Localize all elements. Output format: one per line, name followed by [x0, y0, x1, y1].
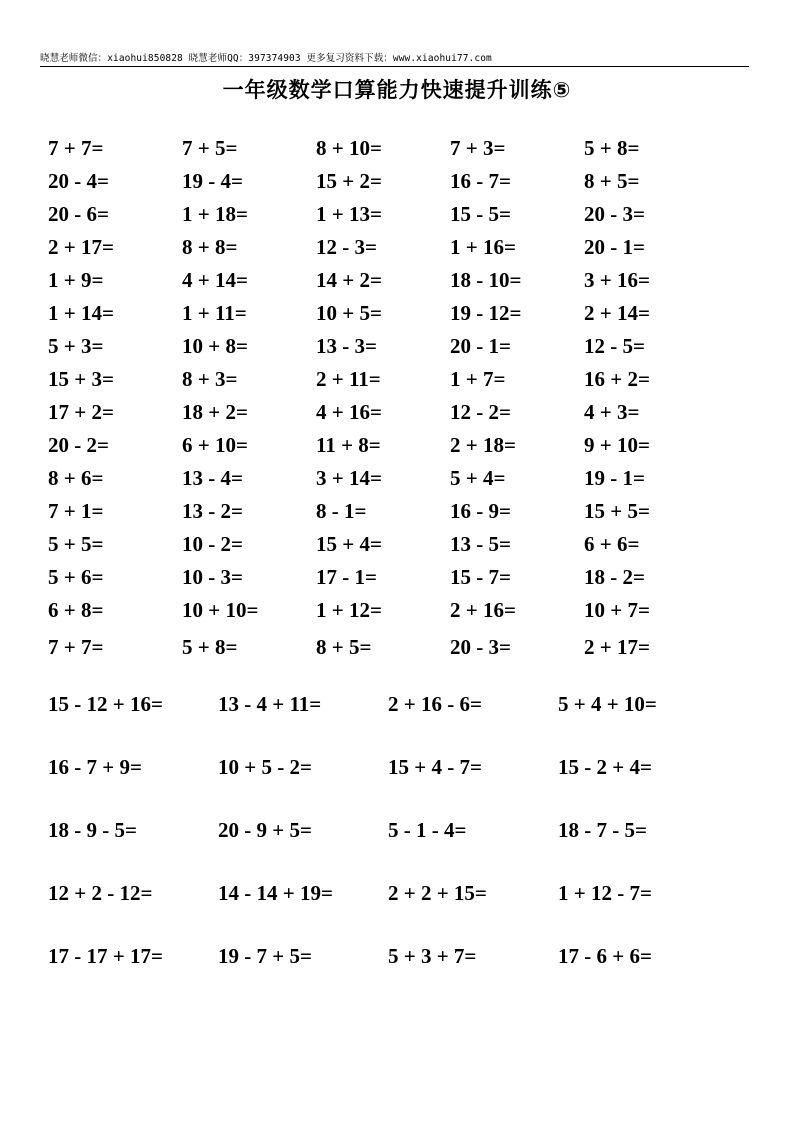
- problem-cell: 13 - 2=: [182, 499, 243, 523]
- problem-row: [48, 561, 718, 594]
- problem-cell: 15 + 4=: [316, 532, 382, 556]
- problem-cell: 7 + 1=: [48, 499, 104, 523]
- mixed-problem-row: [48, 751, 728, 814]
- mixed-problem-grid: [48, 688, 728, 1003]
- problem-row: [48, 165, 718, 198]
- problem-cell: 20 - 3=: [584, 202, 645, 226]
- problem-cell: 8 + 5=: [584, 169, 640, 193]
- problem-cell: 18 - 2=: [584, 565, 645, 589]
- problem-cell: 15 + 5=: [584, 499, 650, 523]
- problem-cell: 18 - 10=: [450, 268, 522, 292]
- problem-cell: 2 + 11=: [316, 367, 381, 391]
- mixed-problem-cell: 20 - 9 + 5=: [218, 818, 312, 842]
- mixed-problem-cell: 15 - 2 + 4=: [558, 755, 652, 779]
- problem-cell: 8 + 10=: [316, 136, 382, 160]
- problem-cell: 4 + 14=: [182, 268, 248, 292]
- problem-row: [48, 528, 718, 561]
- mixed-problem-cell: 5 - 1 - 4=: [388, 818, 467, 842]
- mixed-problem-cell: 2 + 2 + 15=: [388, 881, 487, 905]
- problem-cell: 20 - 4=: [48, 169, 109, 193]
- problem-cell: 13 - 5=: [450, 532, 511, 556]
- mixed-problem-row: [48, 940, 728, 1003]
- page-title: 一年级数学口算能力快速提升训练⑤: [222, 78, 572, 102]
- problem-cell: 15 - 5=: [450, 202, 511, 226]
- mixed-problem-cell: 2 + 16 - 6=: [388, 692, 482, 716]
- problem-cell: 5 + 8=: [182, 635, 238, 659]
- problem-cell: 1 + 13=: [316, 202, 382, 226]
- problem-cell: 16 - 7=: [450, 169, 511, 193]
- problem-cell: 15 + 3=: [48, 367, 114, 391]
- problem-cell: 1 + 18=: [182, 202, 248, 226]
- problem-cell: 3 + 14=: [316, 466, 382, 490]
- problem-cell: 13 - 4=: [182, 466, 243, 490]
- mixed-problem-cell: 18 - 7 - 5=: [558, 818, 647, 842]
- problem-cell: 5 + 5=: [48, 532, 104, 556]
- problem-cell: 19 - 12=: [450, 301, 522, 325]
- problem-cell: 18 + 2=: [182, 400, 248, 424]
- problem-cell: 10 - 2=: [182, 532, 243, 556]
- mixed-problem-cell: 15 - 12 + 16=: [48, 692, 163, 716]
- mixed-problem-cell: 14 - 14 + 19=: [218, 881, 333, 905]
- problem-cell: 10 - 3=: [182, 565, 243, 589]
- problem-cell: 9 + 10=: [584, 433, 650, 457]
- problem-cell: 15 + 2=: [316, 169, 382, 193]
- problem-cell: 16 - 9=: [450, 499, 511, 523]
- problem-cell: 17 - 1=: [316, 565, 377, 589]
- problem-cell: 1 + 16=: [450, 235, 516, 259]
- problem-cell: 4 + 16=: [316, 400, 382, 424]
- problem-cell: 4 + 3=: [584, 400, 640, 424]
- problem-cell: 2 + 17=: [584, 635, 650, 659]
- problem-cell: 14 + 2=: [316, 268, 382, 292]
- header-contact-line: 晓慧老师微信：xiaohui850828 晓慧老师QQ：397374903 更多复习资料下载：www.xiaohui77.com: [40, 53, 492, 64]
- header-divider: [40, 66, 749, 67]
- problem-cell: 5 + 6=: [48, 565, 104, 589]
- problem-row: [48, 631, 718, 664]
- problem-row: [48, 264, 718, 297]
- problem-cell: 8 - 1=: [316, 499, 367, 523]
- problem-cell: 12 - 5=: [584, 334, 645, 358]
- problem-cell: 7 + 7=: [48, 635, 104, 659]
- problem-cell: 2 + 14=: [584, 301, 650, 325]
- problem-cell: 8 + 3=: [182, 367, 238, 391]
- mixed-problem-cell: 17 - 6 + 6=: [558, 944, 652, 968]
- mixed-problem-cell: 18 - 9 - 5=: [48, 818, 137, 842]
- problem-cell: 10 + 8=: [182, 334, 248, 358]
- problem-cell: 7 + 5=: [182, 136, 238, 160]
- problem-cell: 1 + 9=: [48, 268, 104, 292]
- mixed-problem-cell: 19 - 7 + 5=: [218, 944, 312, 968]
- mixed-problem-cell: 16 - 7 + 9=: [48, 755, 142, 779]
- problem-row: [48, 132, 718, 165]
- mixed-problem-cell: 5 + 3 + 7=: [388, 944, 477, 968]
- mixed-problem-cell: 15 + 4 - 7=: [388, 755, 482, 779]
- problem-cell: 20 - 6=: [48, 202, 109, 226]
- problem-cell: 2 + 17=: [48, 235, 114, 259]
- mixed-problem-row: [48, 877, 728, 940]
- problem-cell: 1 + 12=: [316, 598, 382, 622]
- problem-cell: 6 + 10=: [182, 433, 248, 457]
- problem-cell: 10 + 10=: [182, 598, 259, 622]
- problem-cell: 1 + 11=: [182, 301, 247, 325]
- problem-cell: 6 + 6=: [584, 532, 640, 556]
- mixed-problem-row: [48, 814, 728, 877]
- problem-cell: 7 + 7=: [48, 136, 104, 160]
- problem-row: [48, 396, 718, 429]
- problem-cell: 20 - 2=: [48, 433, 109, 457]
- problem-cell: 8 + 8=: [182, 235, 238, 259]
- problem-cell: 20 - 1=: [450, 334, 511, 358]
- mixed-problem-cell: 17 - 17 + 17=: [48, 944, 163, 968]
- problem-row: [48, 495, 718, 528]
- problem-cell: 5 + 8=: [584, 136, 640, 160]
- problem-cell: 20 - 1=: [584, 235, 645, 259]
- problem-cell: 10 + 5=: [316, 301, 382, 325]
- problem-cell: 8 + 6=: [48, 466, 104, 490]
- problem-cell: 15 - 7=: [450, 565, 511, 589]
- problem-row: [48, 594, 718, 627]
- problem-cell: 12 - 2=: [450, 400, 511, 424]
- problem-cell: 19 - 1=: [584, 466, 645, 490]
- mixed-problem-cell: 10 + 5 - 2=: [218, 755, 312, 779]
- problem-cell: 7 + 3=: [450, 136, 506, 160]
- problem-cell: 17 + 2=: [48, 400, 114, 424]
- mixed-problem-row: [48, 688, 728, 751]
- problem-row: [48, 231, 718, 264]
- problem-cell: 13 - 3=: [316, 334, 377, 358]
- mixed-problem-cell: 12 + 2 - 12=: [48, 881, 153, 905]
- problem-cell: 16 + 2=: [584, 367, 650, 391]
- problem-cell: 20 - 3=: [450, 635, 511, 659]
- problem-cell: 5 + 4=: [450, 466, 506, 490]
- problem-cell: 2 + 18=: [450, 433, 516, 457]
- problem-cell: 6 + 8=: [48, 598, 104, 622]
- problem-cell: 5 + 3=: [48, 334, 104, 358]
- simple-problem-grid: [48, 132, 718, 664]
- problem-cell: 3 + 16=: [584, 268, 650, 292]
- problem-row: [48, 330, 718, 363]
- mixed-problem-cell: 5 + 4 + 10=: [558, 692, 657, 716]
- problem-cell: 10 + 7=: [584, 598, 650, 622]
- problem-row: [48, 297, 718, 330]
- problem-cell: 19 - 4=: [182, 169, 243, 193]
- problem-row: [48, 363, 718, 396]
- problem-cell: 2 + 16=: [450, 598, 516, 622]
- problem-cell: 12 - 3=: [316, 235, 377, 259]
- problem-cell: 8 + 5=: [316, 635, 372, 659]
- problem-cell: 1 + 14=: [48, 301, 114, 325]
- problem-cell: 11 + 8=: [316, 433, 381, 457]
- problem-row: [48, 429, 718, 462]
- problem-row: [48, 198, 718, 231]
- problem-cell: 1 + 7=: [450, 367, 506, 391]
- mixed-problem-cell: 1 + 12 - 7=: [558, 881, 652, 905]
- problem-row: [48, 462, 718, 495]
- mixed-problem-cell: 13 - 4 + 11=: [218, 692, 322, 716]
